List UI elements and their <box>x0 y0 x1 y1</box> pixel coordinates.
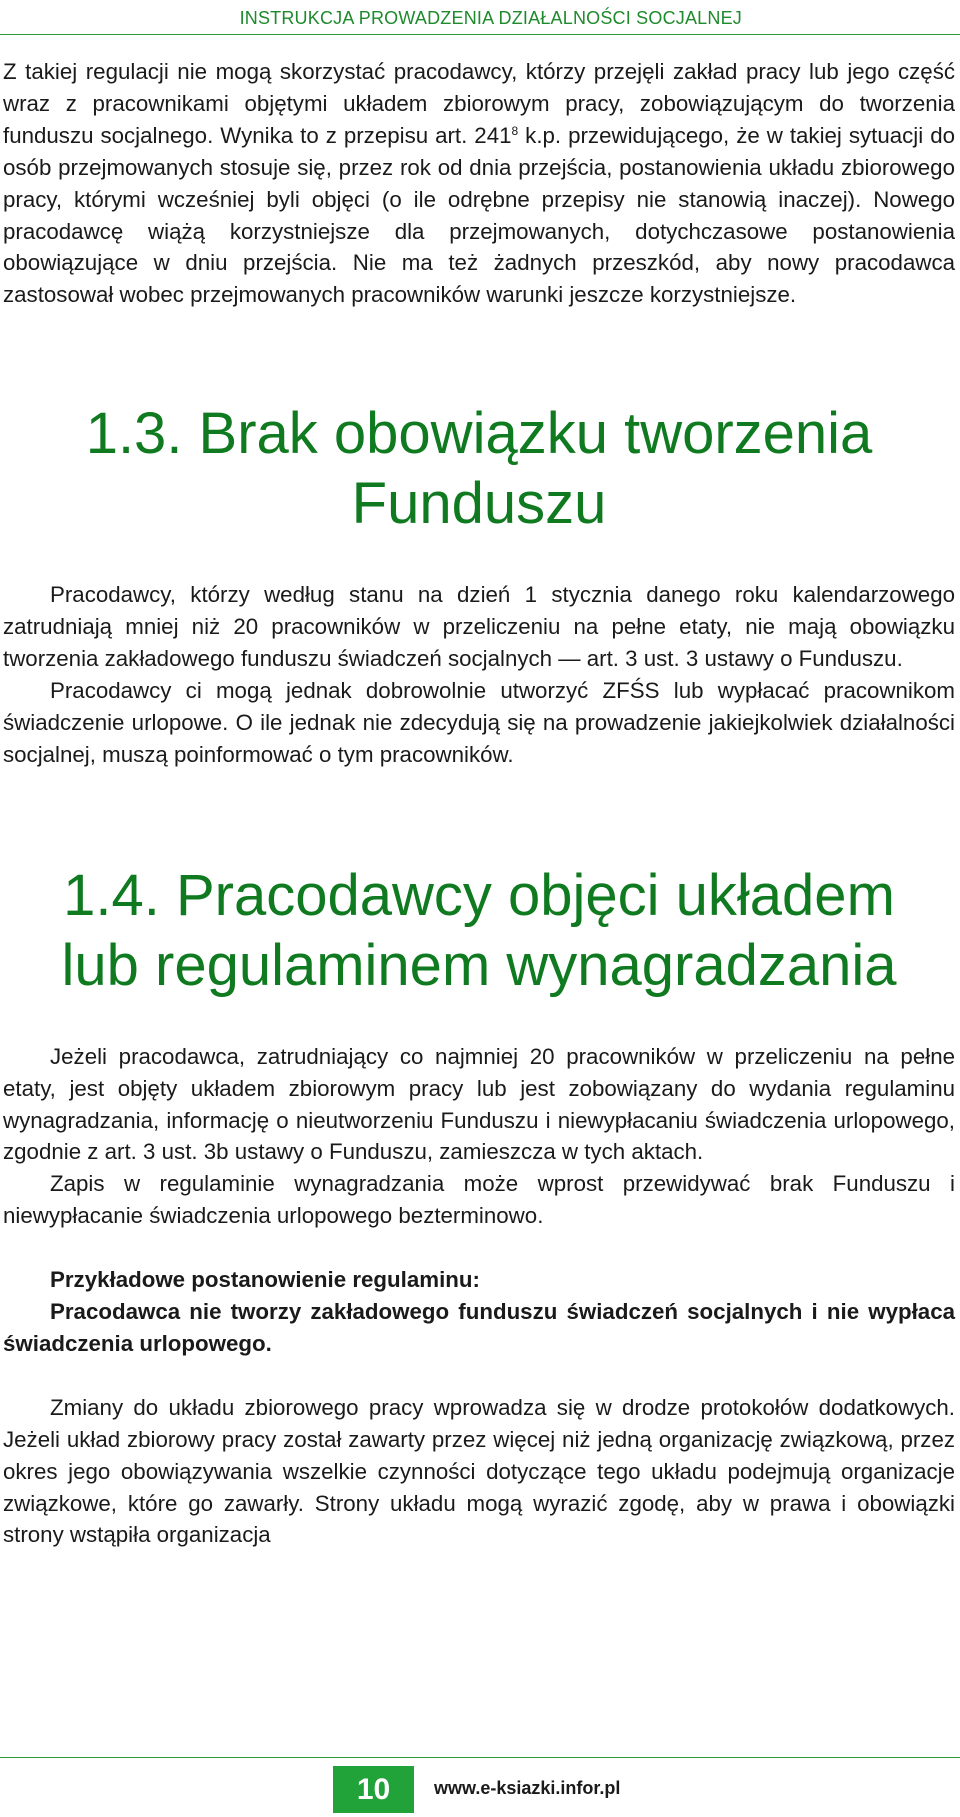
section-1-3-paragraph-2: Pracodawcy ci mogą jednak dobrowolnie utworzyć ZFŚS lub wypłacać pracownikom świadczenie urlopowe. O ile jednak nie zdecydują się na prowadzenie jakiejkolwiek działalności socjalnej, muszą poinformować o tym pracowników. <box>3 677 955 767</box>
section-1-4-paragraph-1: Jeżeli pracodawca, zatrudniający co najmniej 20 pracowników w przeliczeniu na pełne etaty, jest objęty układem zbiorowym pracy lub jest zobowiązany do wydania regulaminu wynagradzania, informację o nieutworzeniu Funduszu i niewypłacaniu świadczenia urlopowego, zgodnie z art. 3 ust. 3b ustawy o Funduszu, zamieszcza w tych aktach. <box>3 1043 955 1165</box>
section-1-4-paragraph-2: Zapis w regulaminie wynagradzania może wprost przewidywać brak Funduszu i niewypłacanie świadczenia urlopowego bezterminowo. <box>3 1171 955 1229</box>
section-title-1-3-line1: 1.3. Brak obowiązku tworzenia <box>85 401 873 467</box>
section-title-1-4 <box>3 861 955 1001</box>
footer-rule <box>0 1757 960 1758</box>
section-title-1-3 <box>3 399 955 539</box>
page-number-badge: 10 <box>333 1766 414 1813</box>
running-header: INSTRUKCJA PROWADZENIA DZIAŁALNOŚCI SOCJALNEJ <box>239 8 742 28</box>
section-1-3-paragraph-1: Pracodawcy, którzy według stanu na dzień 1 stycznia danego roku kalendarzowego zatrudniają mniej niż 20 pracowników w przeliczeniu na pełne etaty, nie mają obowiązku tworzenia zakładowego funduszu świadczeń socjalnych — art. 3 ust. 3 ustawy o Funduszu. <box>3 582 955 672</box>
example-text: Pracodawca nie tworzy zakładowego funduszu świadczeń socjalnych i nie wypłaca świadczenia urlopowego. <box>3 1299 955 1356</box>
section-title-1-4-line1: 1.4. Pracodawcy objęci układem <box>63 862 895 928</box>
spacer <box>3 1360 955 1392</box>
header-rule <box>0 34 960 35</box>
section-1-4-paragraph-3: Zmiany do układu zbiorowego pracy wprowadza się w drodze protokołów dodatkowych. Jeżeli układ zbiorowy pracy został zawarty przez więcej niż jedną organizację związkową, przez okres jego obowiązywania wszelkie czynności dotyczące tego układu podejmują organizacje związkowe, które go zawarły. Strony układu mogą wyrazić zgodę, aby w prawa i obowiązki strony wstąpiła organizacja <box>3 1394 955 1548</box>
intro-text-part2: k.p. przewidującego, że w takiej sytuacji do osób przejmowanych stosuje się, przez rok od dnia przejścia, postanowienia układu zbiorowego pracy, którymi wcześniej byli objęci (o ile odrębne przepisy nie stanowią inaczej). Nowego pracodawcę wiążą korzystniejsze dla przejmowanych, dotychczasowe postanowienia obowiązujące w dniu przejścia. Nie ma też żadnych przeszkód, aby nowy pracodawca zastosował wobec przejmowanych pracowników warunki jeszcze korzystniejsze. <box>3 122 955 308</box>
superscript-8: 8 <box>511 123 519 138</box>
intro-paragraph <box>3 56 955 311</box>
section-title-1-3-line2: Funduszu <box>351 471 607 537</box>
intro-text-part1: Z takiej regulacji nie mogą skorzystać pracodawcy, którzy przejęli zakład pracy lub jego część wraz z pracownikami objętymi układem zbiorowym pracy, zobowiązującym do tworzenia funduszu socjalnego. Wynika to z przepisu art. 241 <box>3 59 955 148</box>
example-heading: Przykładowe postanowienie regulaminu: <box>50 1267 480 1293</box>
section-title-1-4-line2: lub regulaminem wynagradzania <box>61 932 897 998</box>
page-content <box>3 56 955 1551</box>
footer-website-link[interactable]: www.e-ksiazki.infor.pl <box>434 1778 621 1798</box>
